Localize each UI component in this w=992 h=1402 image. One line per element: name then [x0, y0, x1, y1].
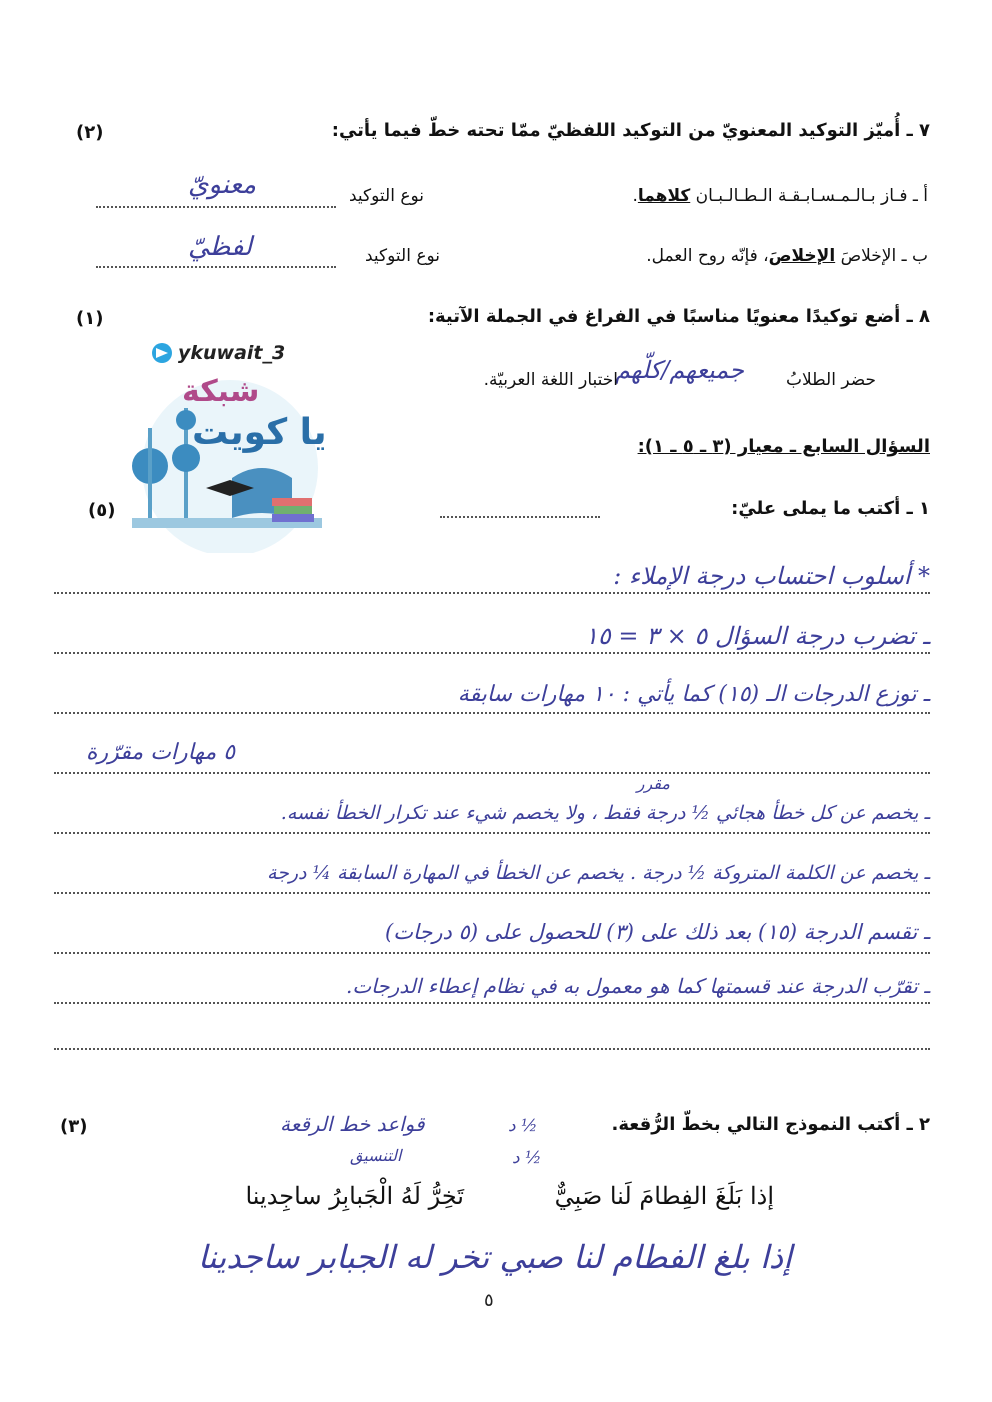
dictation-line: [54, 772, 930, 774]
dictation-line: [54, 832, 930, 834]
dictation-line: [54, 1048, 930, 1050]
q1-title: ١ ـ أكتب ما يملى عليّ:: [731, 498, 930, 519]
q7-a-handwritten-answer: معنويّ: [188, 170, 257, 200]
dictation-handwritten-line: ـ توزع الدرجات الـ (١٥) كما يأتي : ١٠ مهارات سابقة: [457, 682, 930, 707]
q7-b-underlined: الإخلاصَ: [768, 246, 836, 266]
q2-half-mark: ½ د: [512, 1148, 542, 1168]
q7-a-underlined: كلاهما: [637, 186, 691, 206]
q8-marks: (١): [76, 308, 104, 329]
q7-a-sentence: [632, 186, 928, 206]
q2-handwritten-verse: إذا بلغ الفطام لنا صبي تخر له الجبابر ساجدينا: [197, 1238, 792, 1276]
dictation-line: [54, 1002, 930, 1004]
q8-sentence-start: حضر الطلابُ: [785, 370, 876, 390]
logo-line1: شبكة: [182, 374, 260, 409]
dictation-handwritten-line: ـ يخصم عن الكلمة المتروكة ½ درجة . يخصم عن الخطأ في المهارة السابقة ¼ درجة: [266, 862, 930, 884]
q7-a-start: أ ـ فـاز بـالـمـسـابـقـة الـطـالـبـان: [695, 186, 928, 206]
q8-sentence-end: اختبار اللغة العربيّة.: [483, 370, 618, 390]
q7-a-answer-line: [96, 206, 336, 208]
q8-title: ٨ ـ أضع توكيدًا معنويًا مناسبًا في الفراغ في الجملة الآتية:: [427, 306, 930, 327]
dictation-line: [54, 952, 930, 954]
q8-handwritten-answer: جميعهم/كلّهم: [614, 356, 744, 384]
q7-b-handwritten-answer: لفظيّ: [188, 232, 253, 262]
q7-b-sentence: [646, 246, 928, 266]
dictation-line: [54, 712, 930, 714]
q7-b-end: ، فإنّه روح العمل.: [646, 246, 769, 266]
dictation-line: [54, 592, 930, 594]
section-title: السؤال السابع ـ معيار (٣ ـ ٥ ـ ١):: [637, 436, 930, 457]
q7-b-answer-line: [96, 266, 336, 268]
dictation-line: [54, 892, 930, 894]
q7-a-type-label: نوع التوكيد: [348, 186, 424, 206]
q2-title: ٢ ـ أكتب النموذج التالي بخطّ الرُّقعة.: [611, 1114, 930, 1135]
q1-title-dots: [440, 516, 600, 518]
dictation-handwritten-line: ـ تقرّب الدرجة عند قسمتها كما هو معمول به في نظام إعطاء الدرجات.: [345, 974, 930, 998]
ykuwait-logo: [122, 338, 332, 553]
q2-note-format: التنسيق: [350, 1146, 402, 1165]
q7-marks: (٢): [76, 122, 104, 143]
q2-marks: (٣): [60, 1116, 88, 1137]
page-number: ٥: [484, 1290, 494, 1311]
dictation-handwritten-line: ـ تضرب درجة السؤال ٥ × ٣ = ١٥: [584, 622, 930, 650]
logo-line2: يا كويت: [192, 412, 327, 453]
logo-handle: ykuwait_3: [178, 342, 286, 364]
dictation-handwritten-line: ٥ مهارات مقرّرة: [86, 740, 236, 765]
dictation-line: [54, 652, 930, 654]
dictation-handwritten-line: * أسلوب احتساب درجة الإملاء :: [613, 562, 930, 590]
dictation-note-above: مقرر: [636, 774, 670, 793]
q2-verse-left: تَخِرُّ لَهُ الْجَبابِرُ ساجِدينا: [245, 1182, 464, 1210]
dictation-handwritten-line: ـ يخصم عن كل خطأ هجائي ½ درجة فقط ، ولا يخصم شيء عند تكرار الخطأ نفسه.: [280, 802, 930, 824]
q7-a-end: .: [632, 186, 638, 206]
q2-verse-right: إذا بَلَغَ الفِطامَ لَنا صَبِيٌّ: [554, 1182, 774, 1210]
q7-b-type-label: نوع التوكيد: [364, 246, 440, 266]
q2-half-mark: ½ د: [508, 1116, 538, 1136]
q2-note-rules: قواعد خط الرقعة: [280, 1112, 425, 1136]
q1-marks: (٥): [88, 500, 116, 521]
dictation-handwritten-line: ـ تقسم الدرجة (١٥) بعد ذلك على (٣) للحصول على (٥ درجات): [385, 920, 930, 944]
q7-title: ٧ ـ أُميّز التوكيد المعنويّ من التوكيد اللفظيّ ممّا تحته خطّ فيما يأتي:: [331, 120, 930, 141]
q7-b-start: ب ـ الإخلاصَ: [835, 246, 928, 266]
